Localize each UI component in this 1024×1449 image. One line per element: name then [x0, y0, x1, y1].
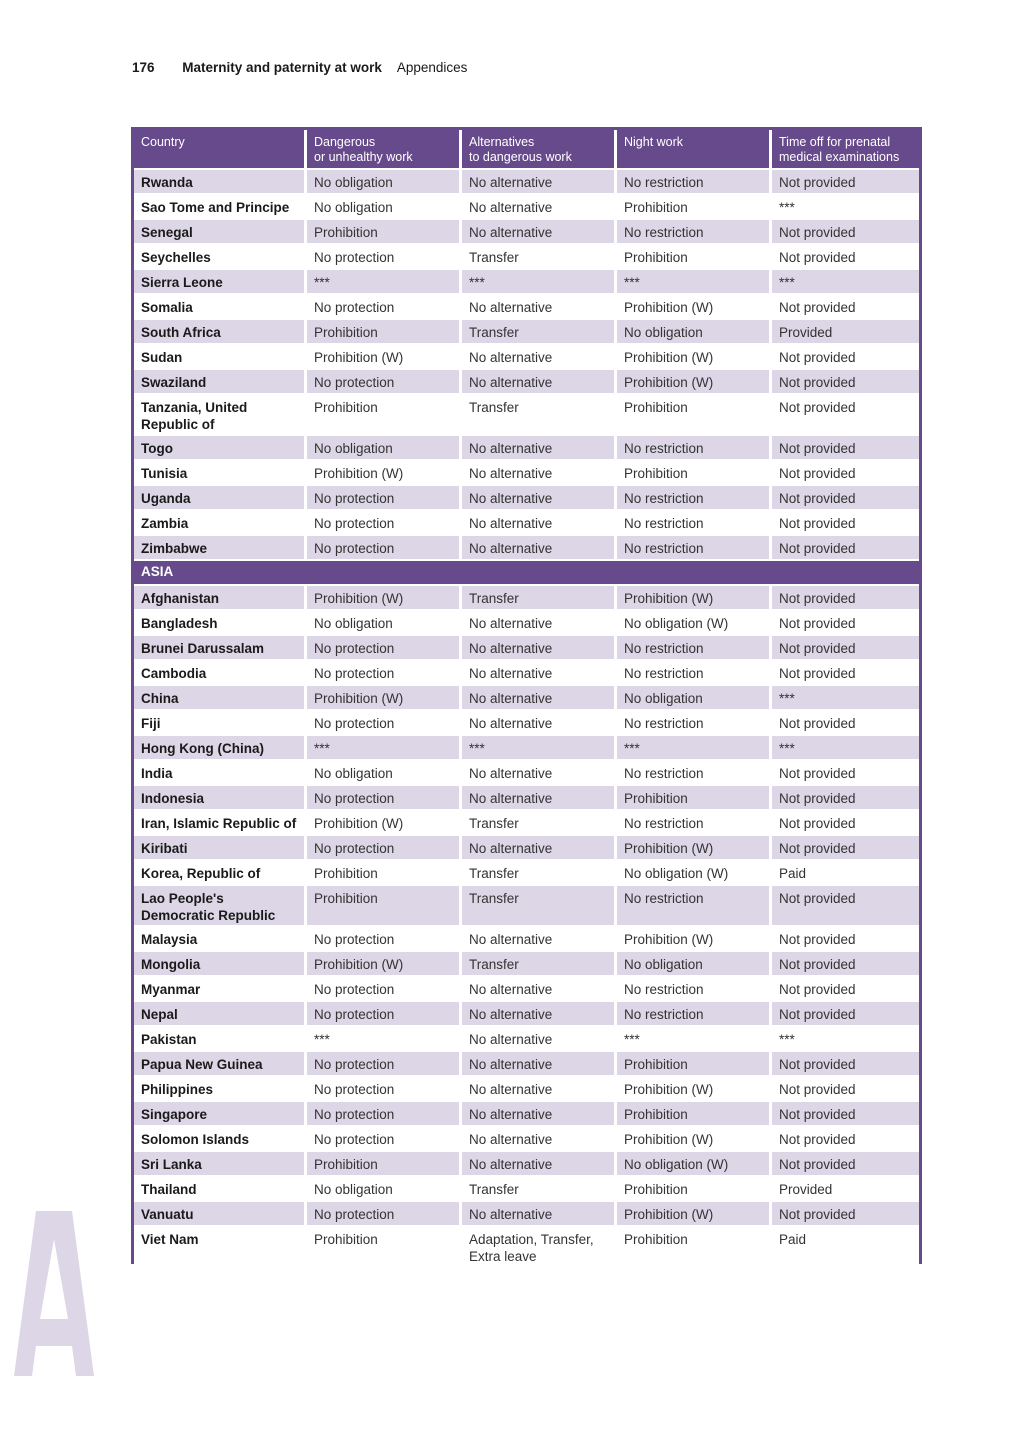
cell-night-work: No obligation (W)	[614, 861, 769, 884]
cell-dangerous-work: Prohibition	[304, 320, 459, 343]
cell-night-work: No obligation	[614, 320, 769, 343]
cell-prenatal-time-off: Paid	[769, 1227, 919, 1266]
cell-dangerous-work: No protection	[304, 661, 459, 684]
table-row	[134, 486, 919, 509]
cell-prenatal-time-off: Not provided	[769, 811, 919, 834]
cell-prenatal-time-off: Not provided	[769, 836, 919, 859]
cell-prenatal-time-off: Not provided	[769, 636, 919, 659]
cell-night-work: No obligation (W)	[614, 1152, 769, 1175]
cell-dangerous-work: No protection	[304, 711, 459, 734]
table-row	[134, 927, 919, 950]
table-row	[134, 170, 919, 193]
cell-alternatives: No alternative	[459, 345, 614, 368]
cell-prenatal-time-off: Not provided	[769, 1052, 919, 1075]
cell-night-work: Prohibition (W)	[614, 370, 769, 393]
cell-country: Solomon Islands	[134, 1127, 304, 1150]
cell-prenatal-time-off: Not provided	[769, 711, 919, 734]
cell-alternatives: Transfer	[459, 1177, 614, 1200]
table-row	[134, 536, 919, 559]
cell-alternatives: Transfer	[459, 245, 614, 268]
cell-dangerous-work: No protection	[304, 1127, 459, 1150]
page-header	[132, 60, 467, 75]
section-label: Appendices	[396, 60, 468, 75]
cell-country: Fiji	[134, 711, 304, 734]
cell-night-work: No restriction	[614, 536, 769, 559]
cell-prenatal-time-off: Not provided	[769, 1102, 919, 1125]
cell-country: Thailand	[134, 1177, 304, 1200]
cell-night-work: No restriction	[614, 811, 769, 834]
cell-night-work: Prohibition (W)	[614, 836, 769, 859]
cell-country: Brunei Darussalam	[134, 636, 304, 659]
table-row	[134, 1152, 919, 1175]
cell-prenatal-time-off: Not provided	[769, 927, 919, 950]
cell-prenatal-time-off: Not provided	[769, 1077, 919, 1100]
cell-country: Cambodia	[134, 661, 304, 684]
cell-night-work: Prohibition	[614, 1102, 769, 1125]
cell-night-work: Prohibition	[614, 786, 769, 809]
cell-country: Sri Lanka	[134, 1152, 304, 1175]
table-row	[134, 611, 919, 634]
cell-country: Philippines	[134, 1077, 304, 1100]
cell-dangerous-work: No protection	[304, 1077, 459, 1100]
cell-dangerous-work: No obligation	[304, 170, 459, 193]
cell-dangerous-work: No protection	[304, 1052, 459, 1075]
cell-night-work: No restriction	[614, 170, 769, 193]
table-row	[134, 1052, 919, 1075]
table-row	[134, 395, 919, 434]
cell-alternatives: No alternative	[459, 761, 614, 784]
cell-night-work: Prohibition (W)	[614, 1127, 769, 1150]
cell-dangerous-work: No protection	[304, 977, 459, 1000]
cell-night-work: No restriction	[614, 711, 769, 734]
column-header-night-work: Night work	[614, 130, 769, 168]
cell-alternatives: Transfer	[459, 861, 614, 884]
cell-dangerous-work: Prohibition (W)	[304, 952, 459, 975]
cell-prenatal-time-off: Not provided	[769, 786, 919, 809]
cell-country: Afghanistan	[134, 586, 304, 609]
table-row	[134, 1202, 919, 1225]
cell-alternatives: No alternative	[459, 1152, 614, 1175]
cell-prenatal-time-off: Not provided	[769, 295, 919, 318]
table-row	[134, 977, 919, 1000]
cell-country: Vanuatu	[134, 1202, 304, 1225]
cell-dangerous-work: ***	[304, 736, 459, 759]
cell-country: Lao People's Democratic Republic	[134, 886, 304, 925]
cell-alternatives: No alternative	[459, 511, 614, 534]
cell-dangerous-work: No protection	[304, 786, 459, 809]
cell-night-work: Prohibition	[614, 1052, 769, 1075]
cell-alternatives: No alternative	[459, 436, 614, 459]
cell-night-work: No obligation (W)	[614, 611, 769, 634]
table-row	[134, 511, 919, 534]
cell-prenatal-time-off: Not provided	[769, 586, 919, 609]
cell-alternatives: Transfer	[459, 320, 614, 343]
cell-alternatives: No alternative	[459, 711, 614, 734]
cell-night-work: Prohibition	[614, 461, 769, 484]
cell-alternatives: No alternative	[459, 786, 614, 809]
cell-prenatal-time-off: Not provided	[769, 1152, 919, 1175]
cell-dangerous-work: No obligation	[304, 1177, 459, 1200]
cell-prenatal-time-off: Not provided	[769, 245, 919, 268]
cell-prenatal-time-off: ***	[769, 270, 919, 293]
cell-country: Rwanda	[134, 170, 304, 193]
table-row	[134, 711, 919, 734]
table-body	[134, 168, 919, 1266]
cell-alternatives: No alternative	[459, 1102, 614, 1125]
cell-prenatal-time-off: Not provided	[769, 436, 919, 459]
cell-night-work: Prohibition	[614, 395, 769, 434]
cell-country: Papua New Guinea	[134, 1052, 304, 1075]
cell-alternatives: Transfer	[459, 395, 614, 434]
cell-dangerous-work: No protection	[304, 1002, 459, 1025]
cell-country: Iran, Islamic Republic of	[134, 811, 304, 834]
cell-prenatal-time-off: Not provided	[769, 395, 919, 434]
cell-country: Togo	[134, 436, 304, 459]
cell-country: China	[134, 686, 304, 709]
cell-night-work: ***	[614, 270, 769, 293]
cell-night-work: Prohibition	[614, 1177, 769, 1200]
cell-country: Hong Kong (China)	[134, 736, 304, 759]
table-header	[134, 130, 919, 168]
table-row	[134, 836, 919, 859]
table-row	[134, 686, 919, 709]
appendix-letter-watermark	[14, 1211, 94, 1376]
cell-prenatal-time-off: Provided	[769, 320, 919, 343]
cell-dangerous-work: Prohibition (W)	[304, 686, 459, 709]
cell-night-work: No restriction	[614, 636, 769, 659]
cell-alternatives: No alternative	[459, 486, 614, 509]
cell-dangerous-work: No protection	[304, 295, 459, 318]
table-row	[134, 636, 919, 659]
cell-night-work: Prohibition (W)	[614, 295, 769, 318]
cell-country: Mongolia	[134, 952, 304, 975]
table-row	[134, 295, 919, 318]
cell-alternatives: No alternative	[459, 1202, 614, 1225]
cell-night-work: No restriction	[614, 1002, 769, 1025]
cell-prenatal-time-off: Not provided	[769, 486, 919, 509]
cell-night-work: No restriction	[614, 486, 769, 509]
cell-night-work: No restriction	[614, 761, 769, 784]
cell-alternatives: Transfer	[459, 811, 614, 834]
cell-dangerous-work: No protection	[304, 836, 459, 859]
cell-alternatives: No alternative	[459, 927, 614, 950]
cell-country: South Africa	[134, 320, 304, 343]
table-row	[134, 370, 919, 393]
table-row	[134, 245, 919, 268]
cell-prenatal-time-off: Not provided	[769, 761, 919, 784]
table-row	[134, 320, 919, 343]
table-row	[134, 1102, 919, 1125]
cell-prenatal-time-off: Not provided	[769, 661, 919, 684]
cell-dangerous-work: No protection	[304, 370, 459, 393]
cell-prenatal-time-off: Not provided	[769, 461, 919, 484]
cell-country: Sierra Leone	[134, 270, 304, 293]
table-row	[134, 436, 919, 459]
cell-dangerous-work: ***	[304, 270, 459, 293]
table-row	[134, 886, 919, 925]
table-row	[134, 220, 919, 243]
cell-dangerous-work: Prohibition	[304, 1227, 459, 1266]
cell-dangerous-work: Prohibition	[304, 886, 459, 925]
cell-alternatives: No alternative	[459, 611, 614, 634]
cell-alternatives: No alternative	[459, 1077, 614, 1100]
cell-country: Viet Nam	[134, 1227, 304, 1266]
cell-prenatal-time-off: Not provided	[769, 886, 919, 925]
column-header-country: Country	[141, 135, 185, 149]
cell-country: Tunisia	[134, 461, 304, 484]
cell-dangerous-work: Prohibition (W)	[304, 345, 459, 368]
cell-dangerous-work: Prohibition	[304, 861, 459, 884]
table-row	[134, 1227, 919, 1266]
cell-country: Zimbabwe	[134, 536, 304, 559]
cell-night-work: Prohibition (W)	[614, 586, 769, 609]
cell-prenatal-time-off: ***	[769, 195, 919, 218]
cell-country: Indonesia	[134, 786, 304, 809]
cell-country: Zambia	[134, 511, 304, 534]
cell-country: Sudan	[134, 345, 304, 368]
cell-alternatives: No alternative	[459, 636, 614, 659]
cell-dangerous-work: No protection	[304, 245, 459, 268]
cell-alternatives: No alternative	[459, 536, 614, 559]
cell-prenatal-time-off: Not provided	[769, 511, 919, 534]
cell-dangerous-work: Prohibition (W)	[304, 811, 459, 834]
table-row	[134, 1027, 919, 1050]
cell-prenatal-time-off: Not provided	[769, 170, 919, 193]
cell-dangerous-work: No protection	[304, 511, 459, 534]
region-header-asia: ASIA	[134, 561, 919, 584]
cell-prenatal-time-off: Not provided	[769, 611, 919, 634]
cell-country: Korea, Republic of	[134, 861, 304, 884]
table-row	[134, 195, 919, 218]
cell-country: Nepal	[134, 1002, 304, 1025]
cell-alternatives: No alternative	[459, 370, 614, 393]
cell-alternatives: ***	[459, 736, 614, 759]
cell-country: Swaziland	[134, 370, 304, 393]
cell-country: Singapore	[134, 1102, 304, 1125]
cell-alternatives: No alternative	[459, 461, 614, 484]
table-row	[134, 761, 919, 784]
cell-prenatal-time-off: Not provided	[769, 1002, 919, 1025]
cell-prenatal-time-off: Not provided	[769, 952, 919, 975]
cell-prenatal-time-off: Not provided	[769, 536, 919, 559]
table-row	[134, 661, 919, 684]
cell-night-work: Prohibition	[614, 245, 769, 268]
table-row	[134, 786, 919, 809]
cell-night-work: No restriction	[614, 436, 769, 459]
cell-night-work: No obligation	[614, 686, 769, 709]
cell-dangerous-work: Prohibition (W)	[304, 586, 459, 609]
cell-alternatives: No alternative	[459, 686, 614, 709]
cell-prenatal-time-off: Not provided	[769, 370, 919, 393]
page-number: 176	[132, 60, 155, 75]
table-row	[134, 952, 919, 975]
cell-night-work: No restriction	[614, 886, 769, 925]
cell-dangerous-work: Prohibition	[304, 1152, 459, 1175]
column-header-dangerous-work: Dangerous or unhealthy work	[304, 130, 459, 168]
cell-dangerous-work: Prohibition (W)	[304, 461, 459, 484]
cell-alternatives: Adaptation, Transfer, Extra leave	[459, 1227, 614, 1266]
cell-prenatal-time-off: ***	[769, 686, 919, 709]
cell-night-work: No obligation	[614, 952, 769, 975]
cell-alternatives: No alternative	[459, 836, 614, 859]
cell-alternatives: Transfer	[459, 886, 614, 925]
cell-dangerous-work: No obligation	[304, 761, 459, 784]
book-title: Maternity and paternity at work	[182, 60, 382, 75]
cell-night-work: Prohibition (W)	[614, 1202, 769, 1225]
cell-dangerous-work: No protection	[304, 927, 459, 950]
cell-night-work: No restriction	[614, 977, 769, 1000]
cell-country: Malaysia	[134, 927, 304, 950]
table-row	[134, 1077, 919, 1100]
cell-night-work: Prohibition	[614, 195, 769, 218]
cell-night-work: ***	[614, 1027, 769, 1050]
cell-prenatal-time-off: ***	[769, 736, 919, 759]
cell-alternatives: No alternative	[459, 220, 614, 243]
table-row	[134, 345, 919, 368]
table-row	[134, 586, 919, 609]
cell-alternatives: ***	[459, 270, 614, 293]
cell-night-work: Prohibition	[614, 1227, 769, 1266]
cell-dangerous-work: No obligation	[304, 611, 459, 634]
cell-dangerous-work: No protection	[304, 536, 459, 559]
cell-country: Somalia	[134, 295, 304, 318]
table-row	[134, 270, 919, 293]
cell-dangerous-work: Prohibition	[304, 220, 459, 243]
cell-night-work: ***	[614, 736, 769, 759]
cell-dangerous-work: Prohibition	[304, 395, 459, 434]
policy-table	[131, 127, 922, 1264]
table-row	[134, 1177, 919, 1200]
cell-prenatal-time-off: Not provided	[769, 220, 919, 243]
cell-country: Bangladesh	[134, 611, 304, 634]
cell-alternatives: No alternative	[459, 977, 614, 1000]
table-row	[134, 1127, 919, 1150]
cell-dangerous-work: No obligation	[304, 195, 459, 218]
column-header-prenatal-time-off: Time off for prenatal medical examinations	[769, 130, 919, 168]
cell-alternatives: Transfer	[459, 952, 614, 975]
cell-alternatives: No alternative	[459, 1002, 614, 1025]
cell-country: Senegal	[134, 220, 304, 243]
cell-prenatal-time-off: Not provided	[769, 345, 919, 368]
cell-night-work: Prohibition (W)	[614, 345, 769, 368]
cell-country: Sao Tome and Principe	[134, 195, 304, 218]
table-row	[134, 811, 919, 834]
cell-alternatives: No alternative	[459, 295, 614, 318]
cell-prenatal-time-off: Provided	[769, 1177, 919, 1200]
table-row	[134, 861, 919, 884]
cell-alternatives: Transfer	[459, 586, 614, 609]
cell-dangerous-work: No protection	[304, 1102, 459, 1125]
cell-night-work: No restriction	[614, 220, 769, 243]
cell-country: Seychelles	[134, 245, 304, 268]
cell-alternatives: No alternative	[459, 1127, 614, 1150]
cell-dangerous-work: No obligation	[304, 436, 459, 459]
cell-alternatives: No alternative	[459, 1027, 614, 1050]
cell-country: Tanzania, United Republic of	[134, 395, 304, 434]
cell-prenatal-time-off: Paid	[769, 861, 919, 884]
cell-prenatal-time-off: ***	[769, 1027, 919, 1050]
cell-night-work: No restriction	[614, 661, 769, 684]
cell-country: Kiribati	[134, 836, 304, 859]
cell-country: Myanmar	[134, 977, 304, 1000]
cell-prenatal-time-off: Not provided	[769, 977, 919, 1000]
cell-prenatal-time-off: Not provided	[769, 1127, 919, 1150]
cell-alternatives: No alternative	[459, 1052, 614, 1075]
column-header-alternatives: Alternatives to dangerous work	[459, 130, 614, 168]
table-row	[134, 461, 919, 484]
cell-night-work: No restriction	[614, 511, 769, 534]
cell-country: Uganda	[134, 486, 304, 509]
cell-night-work: Prohibition (W)	[614, 1077, 769, 1100]
cell-dangerous-work: No protection	[304, 1202, 459, 1225]
table-row	[134, 1002, 919, 1025]
cell-dangerous-work: ***	[304, 1027, 459, 1050]
cell-dangerous-work: No protection	[304, 636, 459, 659]
table-row	[134, 736, 919, 759]
cell-alternatives: No alternative	[459, 661, 614, 684]
cell-dangerous-work: No protection	[304, 486, 459, 509]
cell-country: India	[134, 761, 304, 784]
cell-country: Pakistan	[134, 1027, 304, 1050]
cell-prenatal-time-off: Not provided	[769, 1202, 919, 1225]
cell-night-work: Prohibition (W)	[614, 927, 769, 950]
cell-alternatives: No alternative	[459, 195, 614, 218]
cell-alternatives: No alternative	[459, 170, 614, 193]
